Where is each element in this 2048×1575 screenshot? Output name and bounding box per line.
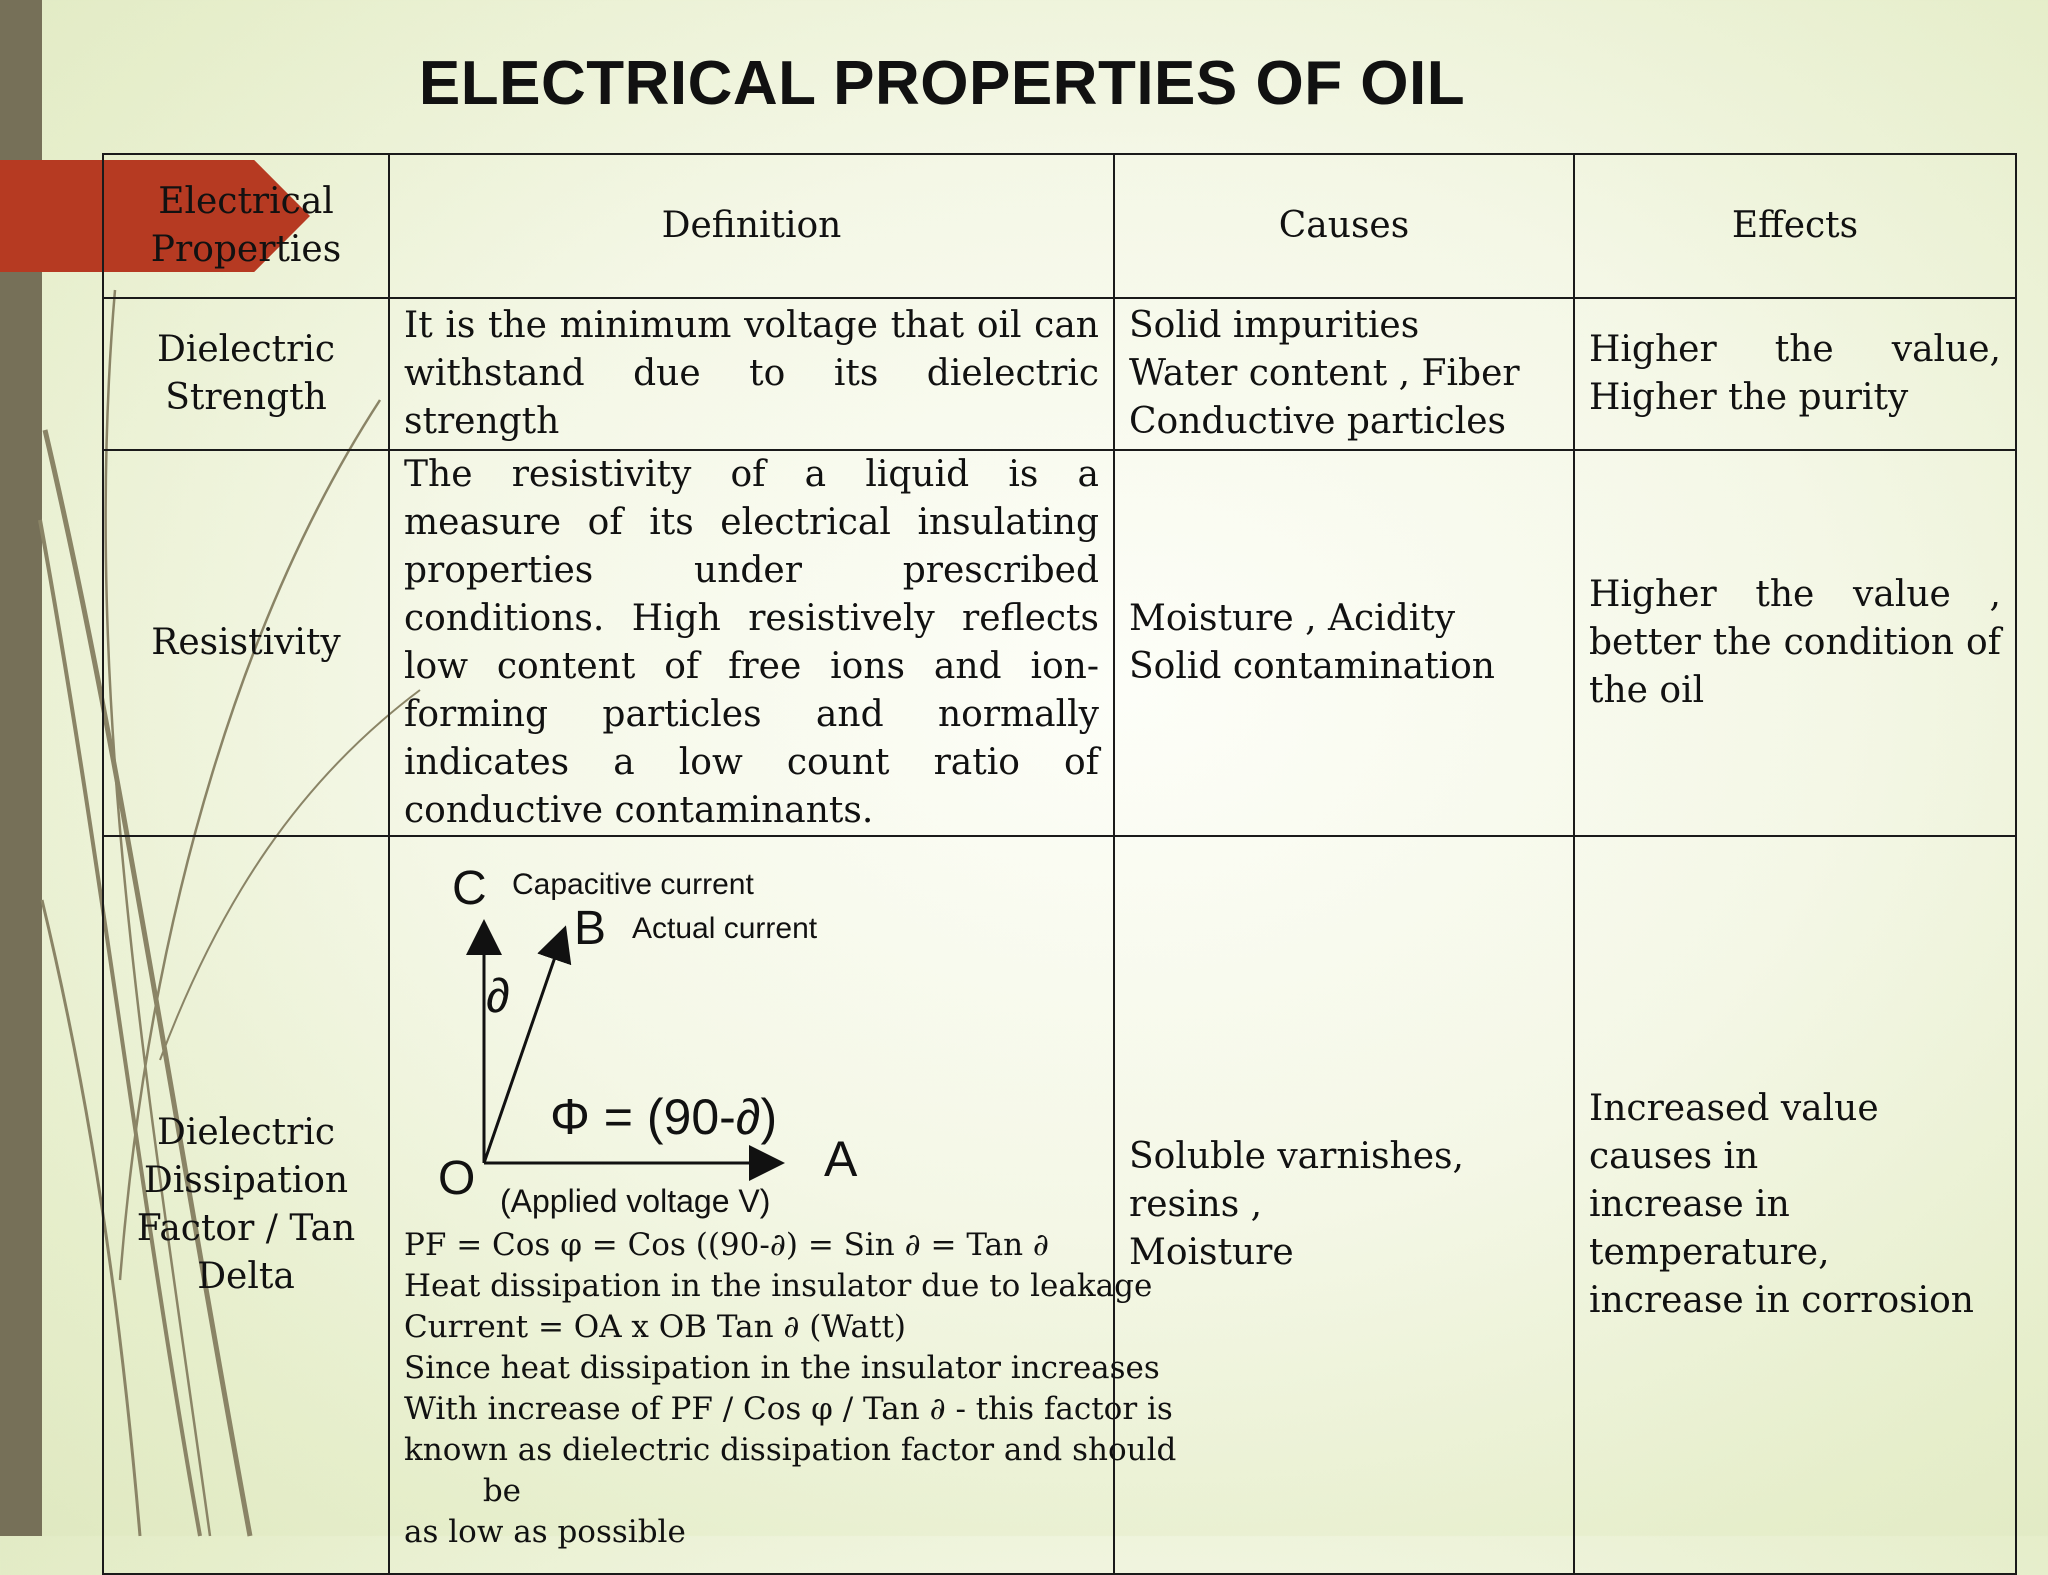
header-electrical-properties: Electrical Properties: [103, 154, 389, 298]
definition-text: The resistivity of a liquid is a measure of its electrical insulating properties under prescribed conditions. High resistively reflects low content of free ions and ion-forming particles and normally indicates a low count ratio of conductive contaminants.: [389, 450, 1114, 836]
effects-text: Higher the value , better the condition of the oil: [1574, 450, 2016, 836]
effects-text: Higher the value, Higher the purity: [1574, 298, 2016, 450]
table-row: [103, 298, 2016, 450]
label-applied-voltage: (Applied voltage V): [500, 1183, 771, 1219]
formula-line: known as dielectric dissipation factor and should: [404, 1432, 1177, 1468]
definition-cell: [389, 836, 1177, 1574]
causes-cell: [1114, 836, 1574, 1574]
effect-item: Increased value causes in: [1589, 1088, 1879, 1177]
cause-item: Moisture: [1129, 1232, 1294, 1273]
label-phi: Φ = (90-∂): [550, 1089, 778, 1145]
label-a: A: [824, 1131, 858, 1187]
formula-line: be: [404, 1473, 522, 1509]
header-effects: Effects: [1574, 154, 2016, 298]
table-header-row: [103, 154, 2016, 298]
causes-cell: [1114, 450, 1574, 836]
formula-text: [404, 1225, 1177, 1553]
formula-line: Since heat dissipation in the insulator increases: [404, 1350, 1160, 1386]
definition-text: It is the minimum voltage that oil can withstand due to its dielectric strength: [389, 298, 1114, 450]
label-b: B: [574, 902, 607, 955]
header-definition: Definition: [389, 154, 1114, 298]
label-o: O: [438, 1152, 476, 1205]
cause-item: Moisture , Acidity: [1129, 598, 1456, 639]
formula-line: Heat dissipation in the insulator due to leakage: [404, 1268, 1153, 1304]
cause-item: Conductive particles: [1129, 401, 1507, 442]
cause-item: Soluble varnishes, resins ,: [1129, 1136, 1464, 1225]
table-row: [103, 450, 2016, 836]
properties-table: [102, 153, 2017, 1575]
cause-item: Solid contamination: [1129, 646, 1495, 687]
formula-line: Current = OA x OB Tan ∂ (Watt): [404, 1309, 907, 1345]
label-c: C: [452, 862, 487, 915]
property-name: Dielectric Dissipation Factor / Tan Delta: [103, 836, 389, 1574]
effect-item: increase in temperature,: [1589, 1184, 1830, 1273]
effect-item: increase in corrosion: [1589, 1280, 1974, 1321]
cause-item: Solid impurities: [1129, 305, 1420, 346]
page-title: ELECTRICAL PROPERTIES OF OIL: [418, 49, 1466, 118]
label-capacitive-current: Capacitive current: [512, 868, 754, 901]
property-name: Dielectric Strength: [103, 298, 389, 450]
formula-line: as low as possible: [404, 1514, 686, 1550]
header-causes: Causes: [1114, 154, 1574, 298]
table-row: [103, 836, 2016, 1574]
property-name: Resistivity: [103, 450, 389, 836]
effects-cell: [1574, 836, 2016, 1574]
label-actual-current: Actual current: [632, 912, 818, 945]
causes-cell: [1114, 298, 1574, 450]
label-angle: ∂: [486, 970, 510, 1023]
phasor-diagram: [404, 843, 858, 1223]
formula-line: With increase of PF / Cos φ / Tan ∂ - this factor is: [404, 1391, 1173, 1427]
formula-line: PF = Cos φ = Cos ((90-∂) = Sin ∂ = Tan ∂: [404, 1227, 1049, 1263]
cause-item: Water content , Fiber: [1129, 353, 1520, 394]
